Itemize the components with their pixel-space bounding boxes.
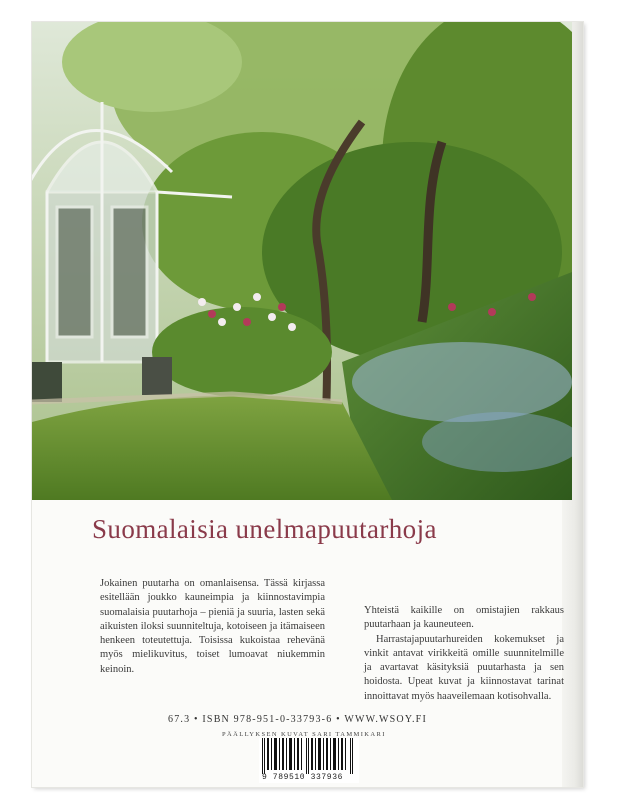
isbn-line: 67.3 • ISBN 978-951-0-33793-6 • WWW.WSOY.FI: [168, 714, 427, 725]
blurb-paragraph: Yhteistä kaikille on omistajien rakkaus puutarhaan ja kauneuteen.: [364, 605, 564, 631]
garden-photo: [32, 22, 572, 500]
blurb-right-column: [364, 604, 564, 704]
barcode-number: 9 789510 337936: [262, 773, 344, 782]
blurb-paragraph: Harrastajapuutarhureiden kokemukset ja vinkit antavat virikkeitä omille suunnitelmille ja avartavat käsityksiä puutarhasta ja sen hoidosta. Upeat kuvat ja kiinnostavat tarinat innoittavat myös haaveilemaan kotisohvalla.: [364, 633, 564, 702]
photo-credit: PÄÄLLYKSEN KUVAT SARI TAMMIKARI: [222, 731, 386, 738]
blurb-paragraph: Jokainen puutarha on omanlaisensa. Tässä kirjassa esitellään joukko kauneimpia ja kiinnostavimpia suomalaisia puutarhoja – pieniä ja suuria, lasten sekä aikuisten iloksi suunniteltuja, kotoiseen ja itämaiseen henkeen toteutettuja. Toisissa kukoistaa rehevänä myös mielikuvitus, toiset lumoavat niukemmin keinoin.: [100, 578, 325, 675]
blurb-left-column: [100, 577, 325, 677]
book-title: Suomalaisia unelmapuutarhoja: [92, 514, 437, 544]
